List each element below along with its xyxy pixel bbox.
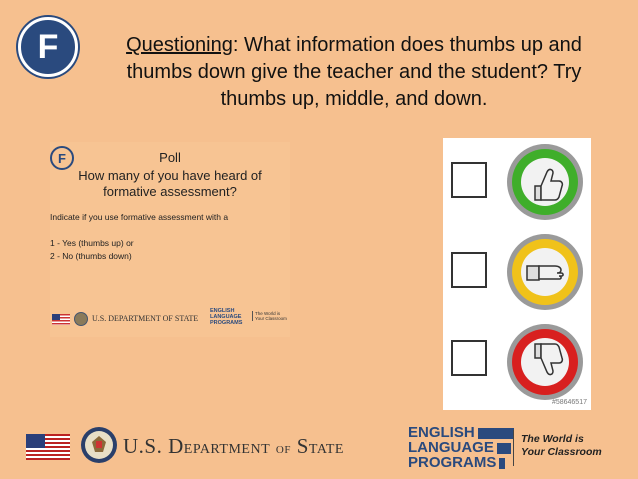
- footer-tagline: The World is Your Classroom: [521, 433, 602, 458]
- poll-title: Poll: [159, 150, 181, 165]
- footer-divider: [513, 430, 514, 466]
- checkbox-bottom: [451, 340, 487, 376]
- slide-footer: [0, 420, 638, 479]
- heading-text: : What information does thumbs up and thumbs down give the teacher and the student? Try thumbs up, middle, and down.: [126, 34, 582, 110]
- section-badge-f: F: [18, 17, 78, 77]
- poll-question: How many of you have heard of formative assessment?: [78, 168, 262, 199]
- heading-keyword: Questioning: [126, 34, 233, 56]
- poll-footer-dos: U.S. DEPARTMENT OF STATE: [92, 314, 199, 323]
- thumbs-down-icon: [505, 322, 585, 402]
- us-flag-icon: [52, 314, 70, 325]
- checkbox-middle: [451, 252, 487, 288]
- poll-slide-thumbnail: [50, 142, 290, 337]
- poll-option-yes: 1 - Yes (thumbs up) or: [50, 238, 134, 248]
- slide-heading: [104, 32, 604, 113]
- state-seal-icon: [74, 312, 88, 326]
- poll-badge: F: [50, 146, 74, 170]
- poll-footer-tagline: The World is Your Classroom: [252, 311, 287, 321]
- us-department-of-state-wordmark: U.S. DEPARTMENT OF STATE: [123, 434, 344, 458]
- thumbs-sideways-icon: [505, 232, 585, 312]
- poll-footer: [52, 308, 288, 330]
- thumbs-up-icon: [505, 142, 585, 222]
- poll-footer-elp: ENGLISH LANGUAGE PROGRAMS: [210, 308, 243, 326]
- checkbox-top: [451, 162, 487, 198]
- state-department-seal-icon: [80, 426, 118, 464]
- stock-image-id: #58646517: [551, 399, 587, 406]
- poll-option-no: 2 - No (thumbs down): [50, 251, 132, 261]
- poll-instruction: Indicate if you use formative assessment with a: [50, 212, 229, 222]
- english-language-programs-logo: ENGLISH LANGUAGE PROGRAMS: [408, 425, 514, 470]
- thumbs-buttons-graphic: [443, 138, 591, 410]
- us-flag-icon: [26, 434, 70, 460]
